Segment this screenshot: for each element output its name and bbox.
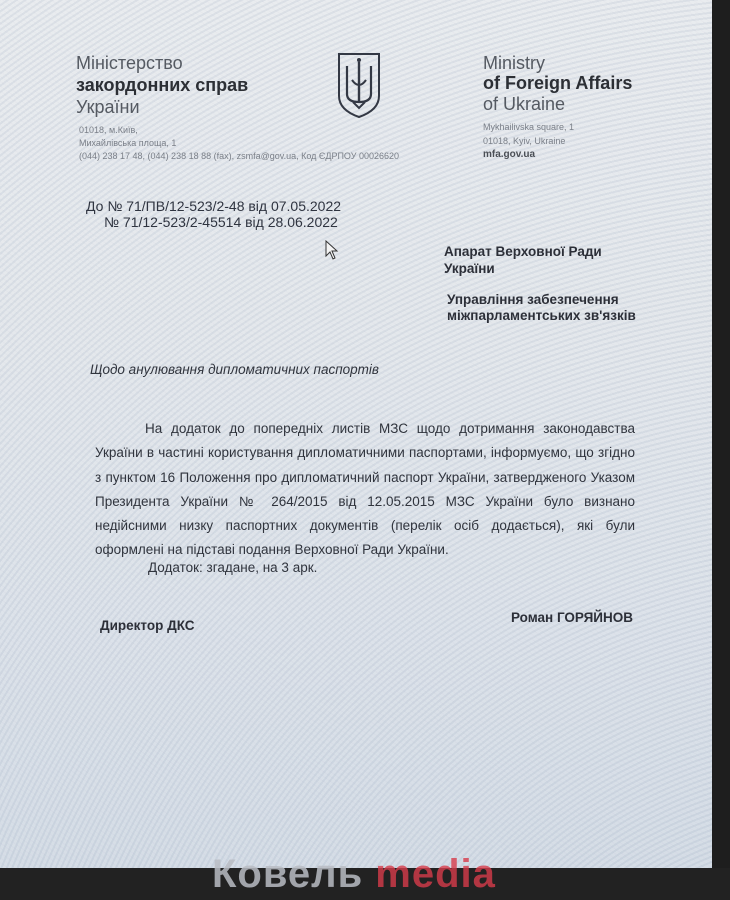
ministry-en-line1: Ministry xyxy=(483,53,545,73)
watermark-part1: Ковель xyxy=(212,852,364,896)
watermark-part2: media xyxy=(363,852,496,896)
ministry-en-line2: of Foreign Affairs xyxy=(483,73,633,93)
subject-line: Щодо анулювання дипломатичних паспортів xyxy=(90,362,379,377)
signature-name: Роман ГОРЯЙНОВ xyxy=(511,610,634,625)
body-paragraph xyxy=(95,417,635,563)
mouse-cursor-icon xyxy=(325,240,339,260)
ministry-en-line3: of Ukraine xyxy=(483,94,566,114)
ministry-ua-line3: України xyxy=(76,97,140,117)
signature-position: Директор ДКС xyxy=(100,618,195,633)
ministry-ua-line1: Міністерство xyxy=(76,53,183,73)
addressee-org-line2: України xyxy=(444,261,495,276)
addressee-dept-line1: Управління забезпечення xyxy=(447,292,619,307)
attachment-note: Додаток: згадане, на 3 арк. xyxy=(148,560,318,575)
trident-emblem-icon xyxy=(334,50,384,120)
addressee-org-line1: Апарат Верховної Ради xyxy=(444,244,602,259)
reference-line-2: № 71/12-523/2-45514 від 28.06.2022 xyxy=(104,214,338,230)
address-en-line2: 01018, Kyiv, Ukraine xyxy=(483,136,566,146)
reference-line-1: До № 71/ПВ/12-523/2-48 від 07.05.2022 xyxy=(86,198,342,214)
monitor-bezel-right xyxy=(712,0,730,900)
watermark-logo xyxy=(212,852,496,897)
address-ua-line1: 01018, м.Київ, xyxy=(79,125,138,135)
addressee-dept-line2: міжпарламентських зв'язків xyxy=(447,308,636,323)
address-ua-line3: (044) 238 17 48, (044) 238 18 88 (fax), zsmfa@gov.ua, Код ЄДРПОУ 00026620 xyxy=(79,151,399,161)
body-text: На додаток до попередніх листів МЗС щодо дотримання законодавства України в частині користування дипломатичними паспортами, інформуємо, що згідно з пунктом 16 Положення про дипломатичний паспорт України, затвердженого Указом Президента України № 264/2015 від 12.05.2015 МЗС України було визнано недійсними низку паспортних документів (перелік осіб додається), які були оформлені на підставі подання Верховної Ради України. xyxy=(95,421,635,558)
address-en-line1: Mykhailivska square, 1 xyxy=(483,122,575,132)
address-en-website: mfa.gov.ua xyxy=(483,149,536,160)
address-ua-line2: Михайлівська площа, 1 xyxy=(79,138,177,148)
ministry-ua-line2: закордонних справ xyxy=(76,75,249,95)
